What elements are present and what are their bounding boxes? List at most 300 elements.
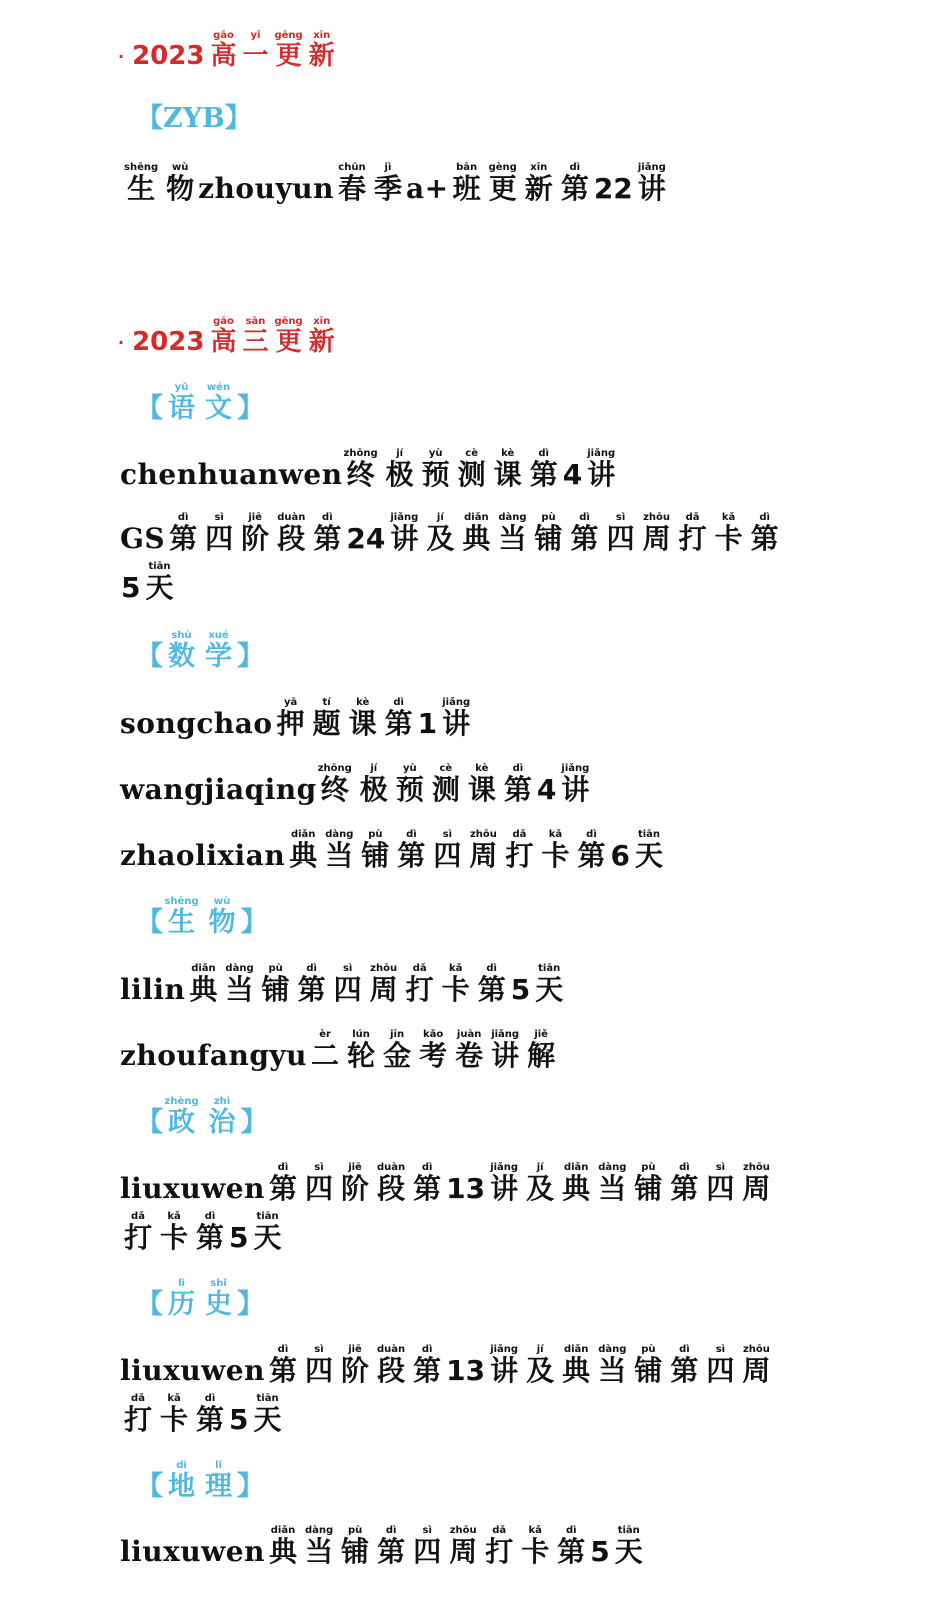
hanzi-char: 第 (670, 1172, 699, 1205)
pinyin-annotation: pù (261, 963, 290, 974)
ruby-char (276, 697, 305, 740)
ruby-char (348, 697, 377, 740)
pinyin-annotation: wén (205, 382, 232, 393)
bracket-right: 】 (240, 907, 268, 938)
title-char (210, 30, 237, 71)
hanzi-char: 题 (312, 707, 341, 740)
ruby-char (413, 1344, 442, 1387)
ruby-char (312, 697, 341, 740)
pinyin-annotation: dǎ (505, 829, 534, 840)
title-char (242, 30, 269, 71)
title-char (308, 316, 335, 357)
pinyin-annotation: dì (384, 697, 413, 708)
pinyin-annotation: zhōu (369, 963, 398, 974)
year-text: 2023 (132, 327, 205, 357)
pinyin-annotation: juàn (455, 1029, 484, 1040)
hanzi-char: 铺 (634, 1354, 663, 1387)
subject-text: 【ZYB】 (136, 103, 252, 134)
pinyin-annotation: jiǎng (561, 763, 590, 774)
hanzi-char: 政 (164, 1107, 199, 1138)
text-line (120, 162, 670, 203)
ruby-char (253, 1211, 282, 1254)
pinyin-annotation: dì (413, 1344, 442, 1355)
bracket-left: 【 (136, 1107, 163, 1138)
latin-text: liuxuwen (120, 1354, 265, 1387)
hanzi-char: 当 (304, 1535, 334, 1568)
ruby-char (369, 963, 398, 1006)
ruby-char (390, 512, 419, 555)
number-text: 22 (593, 172, 633, 205)
hanzi-char: 第 (397, 839, 426, 872)
hanzi-char: 铺 (341, 1535, 370, 1568)
ruby-char (706, 1162, 735, 1205)
hanzi-char: 更 (488, 172, 517, 205)
number-text: 5 (510, 973, 531, 1006)
hanzi-char: 四 (333, 973, 362, 1006)
pinyin-annotation: jí (526, 1162, 555, 1173)
hanzi-char: 及 (526, 1172, 555, 1205)
ruby-char (196, 1393, 225, 1436)
text-line (120, 561, 783, 602)
subject-char (168, 382, 195, 424)
ruby-char (325, 829, 354, 872)
hanzi-char: 第 (384, 707, 413, 740)
ruby-char (535, 963, 564, 1006)
hanzi-char: 及 (526, 1354, 555, 1387)
number-text: 5 (229, 1221, 249, 1254)
pinyin-annotation: yā (276, 697, 305, 708)
pinyin-annotation: jiǎng (587, 448, 616, 459)
ruby-char (634, 1344, 663, 1387)
hanzi-char: 第 (570, 522, 599, 555)
pinyin-annotation: wù (166, 162, 195, 173)
hanzi-char: 阶 (241, 522, 270, 555)
ruby-char (490, 1344, 519, 1387)
ruby-char (750, 512, 779, 555)
subject-heading (136, 630, 264, 673)
hanzi-char: 高 (210, 41, 237, 71)
title-char (274, 30, 303, 71)
ruby-char (529, 448, 558, 491)
ruby-char (505, 829, 534, 872)
pinyin-annotation: lún (347, 1029, 376, 1040)
hanzi-char: 打 (485, 1535, 514, 1568)
pinyin-annotation: pù (634, 1344, 663, 1355)
hanzi-char: 铺 (634, 1172, 663, 1205)
ruby-char (289, 829, 318, 872)
ruby-char (313, 512, 342, 555)
hanzi-char: 地 (168, 1471, 195, 1502)
pinyin-annotation: pù (341, 1525, 370, 1536)
pinyin-annotation: dǎ (405, 963, 434, 974)
ruby-char (268, 1525, 297, 1568)
hanzi-char: 当 (598, 1354, 627, 1387)
hanzi-char: 典 (562, 1354, 591, 1387)
pinyin-annotation: gēng (274, 30, 303, 41)
hanzi-char: 讲 (390, 522, 419, 555)
hanzi-char: 四 (205, 522, 234, 555)
ruby-char (457, 448, 486, 491)
subject-char (168, 630, 195, 672)
title-char (274, 316, 303, 357)
ruby-char (598, 1344, 627, 1387)
pinyin-annotation: diǎn (268, 1525, 297, 1536)
hanzi-char: 典 (289, 839, 318, 872)
hanzi-char: 课 (493, 458, 522, 491)
bracket-right: 】 (237, 641, 264, 672)
hanzi-char: 讲 (491, 1039, 520, 1072)
pinyin-annotation: jiē (241, 512, 270, 523)
pinyin-annotation: jí (526, 1344, 555, 1355)
hanzi-char: 典 (562, 1172, 591, 1205)
pinyin-annotation: yǔ (168, 382, 195, 393)
pinyin-annotation: tí (312, 697, 341, 708)
pinyin-annotation: kǎ (441, 963, 470, 974)
hanzi-char: 周 (642, 522, 671, 555)
pinyin-annotation: dì (397, 829, 426, 840)
number-text: 5 (590, 1535, 610, 1568)
hanzi-char: 押 (276, 707, 305, 740)
text-line (120, 512, 783, 553)
ruby-char (196, 1211, 225, 1254)
hanzi-char: 第 (196, 1221, 225, 1254)
latin-text: a+ (405, 172, 449, 205)
pinyin-annotation: kǎ (521, 1525, 550, 1536)
pinyin-annotation: jiē (341, 1162, 370, 1173)
ruby-char (383, 1029, 412, 1072)
pinyin-annotation: dǎ (485, 1525, 514, 1536)
text-line (120, 829, 667, 870)
course-entry (120, 1525, 647, 1566)
hanzi-char: 当 (325, 839, 354, 872)
bracket-left: 【 (136, 1471, 163, 1502)
ruby-char (160, 1211, 189, 1254)
ruby-char (488, 162, 517, 205)
pinyin-annotation: diǎn (562, 1344, 591, 1355)
pinyin-annotation: lì (168, 1278, 195, 1289)
pinyin-annotation: cè (457, 448, 486, 459)
hanzi-char: 数 (168, 641, 195, 672)
text-line (120, 1211, 774, 1252)
ruby-char (297, 963, 326, 1006)
hanzi-char: 第 (750, 522, 779, 555)
hanzi-char: 第 (169, 522, 198, 555)
pinyin-annotation: dì (268, 1162, 297, 1173)
hanzi-char: 第 (268, 1354, 297, 1387)
ruby-char (485, 1525, 514, 1568)
ruby-char (534, 512, 563, 555)
latin-text: liuxuwen (120, 1172, 265, 1205)
hanzi-char: 卡 (521, 1535, 550, 1568)
text-line (120, 1525, 647, 1566)
ruby-char (462, 512, 491, 555)
pinyin-annotation: kǎ (160, 1211, 189, 1222)
pinyin-annotation: duàn (277, 512, 306, 523)
hanzi-char: 理 (205, 1471, 232, 1502)
ruby-char (373, 162, 402, 205)
pinyin-annotation: èr (311, 1029, 340, 1040)
bracket-left: 【 (136, 393, 163, 424)
hanzi-char: 生 (124, 172, 159, 205)
pinyin-annotation: dì (196, 1211, 225, 1222)
latin-text: lilin (120, 973, 186, 1006)
pinyin-annotation: wù (208, 896, 236, 907)
text-line (120, 1393, 774, 1434)
pinyin-annotation: xīn (308, 316, 335, 327)
hanzi-char: 周 (742, 1172, 771, 1205)
pinyin-annotation: sì (333, 963, 362, 974)
hanzi-char: 打 (124, 1221, 153, 1254)
subject-heading (136, 896, 268, 939)
pinyin-annotation: zhōu (742, 1162, 771, 1173)
ruby-char (384, 697, 413, 740)
hanzi-char: 第 (557, 1535, 586, 1568)
hanzi-char: 第 (670, 1354, 699, 1387)
ruby-char (742, 1162, 771, 1205)
ruby-char (261, 963, 290, 1006)
ruby-char (421, 448, 450, 491)
ruby-char (359, 763, 388, 806)
subject-heading (136, 96, 252, 135)
hanzi-char: 典 (462, 522, 491, 555)
subject-heading (136, 382, 264, 425)
pinyin-annotation: dì (377, 1525, 406, 1536)
hanzi-char: 终 (343, 458, 378, 491)
pinyin-annotation: yù (421, 448, 450, 459)
pinyin-annotation: jiǎng (442, 697, 471, 708)
hanzi-char: 周 (469, 839, 498, 872)
pinyin-annotation: shǐ (205, 1278, 232, 1289)
hanzi-char: 天 (145, 571, 174, 604)
hanzi-char: 考 (419, 1039, 448, 1072)
ruby-char (491, 1029, 520, 1072)
ruby-char (253, 1393, 282, 1436)
ruby-char (503, 763, 532, 806)
text-line (120, 1344, 774, 1385)
pinyin-annotation: dì (503, 763, 532, 774)
section-title (118, 30, 335, 72)
latin-text: chenhuanwen (120, 458, 343, 491)
subject-char (205, 630, 232, 672)
ruby-char (431, 763, 460, 806)
pinyin-annotation: dì (750, 512, 779, 523)
bracket-left: 【 (136, 1289, 163, 1320)
pinyin-annotation: jiē (341, 1344, 370, 1355)
ruby-char (577, 829, 606, 872)
hanzi-char: 讲 (561, 773, 590, 806)
hanzi-char: 讲 (587, 458, 616, 491)
ruby-char (527, 1029, 556, 1072)
hanzi-char: 打 (405, 973, 434, 1006)
ruby-char (606, 512, 635, 555)
hanzi-char: 第 (503, 773, 532, 806)
ruby-char (169, 512, 198, 555)
pinyin-annotation: yù (395, 763, 424, 774)
ruby-char (637, 162, 666, 205)
hanzi-char: 第 (297, 973, 326, 1006)
pinyin-annotation: dì (413, 1162, 442, 1173)
number-text: 5 (229, 1403, 249, 1436)
ruby-char (347, 1029, 376, 1072)
hanzi-char: 三 (242, 327, 269, 357)
pinyin-annotation: jiǎng (390, 512, 419, 523)
pinyin-annotation: tiān (253, 1393, 282, 1404)
pinyin-annotation: dì (670, 1344, 699, 1355)
latin-text: wangjiaqing (120, 773, 317, 806)
pinyin-annotation: sì (433, 829, 462, 840)
section-title (118, 316, 335, 358)
hanzi-char: 卷 (455, 1039, 484, 1072)
ruby-char (557, 1525, 586, 1568)
hanzi-char: 打 (505, 839, 534, 872)
ruby-char (526, 1344, 555, 1387)
ruby-char (377, 1162, 406, 1205)
subject-heading (136, 1096, 268, 1139)
ruby-char (205, 512, 234, 555)
pinyin-annotation: zhōu (469, 829, 498, 840)
ruby-char (498, 512, 527, 555)
pinyin-annotation: pù (534, 512, 563, 523)
hanzi-char: 四 (606, 522, 635, 555)
hanzi-char: 第 (377, 1535, 406, 1568)
pinyin-annotation: kè (493, 448, 522, 459)
hanzi-char: 天 (535, 973, 564, 1006)
hanzi-char: 课 (348, 707, 377, 740)
hanzi-char: 段 (377, 1172, 406, 1205)
subject-char (164, 896, 199, 938)
pinyin-annotation: gèng (488, 162, 517, 173)
pinyin-annotation: diǎn (289, 829, 318, 840)
pinyin-annotation: dì (168, 1460, 195, 1471)
ruby-char (562, 1344, 591, 1387)
pinyin-annotation: jiǎng (637, 162, 666, 173)
course-entry (120, 512, 783, 602)
hanzi-char: 预 (421, 458, 450, 491)
hanzi-char: 卡 (714, 522, 743, 555)
pinyin-annotation: yī (242, 30, 269, 41)
course-entry (120, 829, 667, 870)
ruby-char (343, 448, 378, 491)
hanzi-char: 四 (706, 1354, 735, 1387)
ruby-char (225, 963, 254, 1006)
hanzi-char: 第 (577, 839, 606, 872)
number-text: 4 (536, 773, 557, 806)
hanzi-char: 卡 (160, 1221, 189, 1254)
ruby-char (377, 1525, 406, 1568)
pinyin-annotation: dǎ (124, 1211, 152, 1222)
pinyin-annotation: dì (268, 1344, 297, 1355)
hanzi-char: 天 (634, 839, 663, 872)
subject-char (164, 1096, 199, 1138)
pinyin-annotation: dì (196, 1393, 225, 1404)
hanzi-char: 历 (168, 1289, 195, 1320)
course-entry (120, 963, 567, 1004)
text-line (120, 963, 567, 1004)
hanzi-char: 讲 (637, 172, 666, 205)
ruby-char (397, 829, 426, 872)
latin-text: songchao (120, 707, 273, 740)
ruby-char (469, 829, 498, 872)
course-entry (120, 1029, 559, 1070)
hanzi-char: 当 (498, 522, 527, 555)
pinyin-annotation: tiān (614, 1525, 643, 1536)
hanzi-char: 卡 (441, 973, 470, 1006)
pinyin-annotation: kǎo (419, 1029, 448, 1040)
pinyin-annotation: tiān (253, 1211, 282, 1222)
number-text: 5 (121, 571, 141, 604)
pinyin-annotation: cè (431, 763, 460, 774)
hanzi-char: 物 (208, 907, 236, 938)
number-text: 24 (346, 522, 386, 555)
bracket-right: 】 (240, 1107, 268, 1138)
hanzi-char: 新 (308, 327, 335, 357)
pinyin-annotation: dàng (304, 1525, 334, 1536)
subject-char (205, 382, 232, 424)
latin-text: liuxuwen (120, 1535, 265, 1568)
bracket-right: 】 (237, 393, 264, 424)
pinyin-annotation: duàn (377, 1344, 406, 1355)
number-text: 4 (562, 458, 583, 491)
number-text: 6 (610, 839, 630, 872)
hanzi-char: 语 (168, 393, 195, 424)
ruby-char (341, 1344, 370, 1387)
pinyin-annotation: shēng (164, 896, 199, 907)
hanzi-char: 高 (210, 327, 237, 357)
pinyin-annotation: jiǎng (490, 1344, 519, 1355)
ruby-char (419, 1029, 448, 1072)
ruby-char (124, 162, 159, 205)
ruby-char (477, 963, 506, 1006)
hanzi-char: 打 (678, 522, 707, 555)
hanzi-char: 四 (706, 1172, 735, 1205)
pinyin-annotation: sì (706, 1344, 735, 1355)
title-char (210, 316, 237, 357)
ruby-char (124, 1211, 153, 1254)
pinyin-annotation: xué (205, 630, 232, 641)
hanzi-char: 周 (449, 1535, 478, 1568)
ruby-char (441, 963, 470, 1006)
ruby-char (304, 1525, 334, 1568)
hanzi-char: 打 (124, 1403, 153, 1436)
hanzi-char: 讲 (490, 1354, 519, 1387)
subject-heading (136, 1278, 264, 1321)
ruby-char (587, 448, 616, 491)
pinyin-annotation: xīn (308, 30, 335, 41)
ruby-char (541, 829, 570, 872)
pinyin-annotation: dì (313, 512, 342, 523)
hanzi-char: 更 (274, 41, 303, 71)
ruby-char (634, 829, 663, 872)
ruby-char (405, 963, 434, 1006)
ruby-char (361, 829, 390, 872)
ruby-char (413, 1525, 442, 1568)
course-entry (120, 1162, 774, 1252)
ruby-char (562, 1162, 591, 1205)
number-text: 1 (417, 707, 438, 740)
pinyin-annotation: dàng (498, 512, 527, 523)
course-entry (120, 763, 593, 804)
pinyin-annotation: pù (634, 1162, 663, 1173)
hanzi-char: 新 (308, 41, 335, 71)
ruby-char (452, 162, 481, 205)
hanzi-char: 史 (205, 1289, 232, 1320)
course-entry (120, 448, 619, 489)
hanzi-char: 生 (164, 907, 199, 938)
pinyin-annotation: dì (577, 829, 606, 840)
pinyin-annotation: zhèng (164, 1096, 199, 1107)
latin-text: zhoufangyu (120, 1039, 308, 1072)
pinyin-annotation: gāo (210, 30, 237, 41)
